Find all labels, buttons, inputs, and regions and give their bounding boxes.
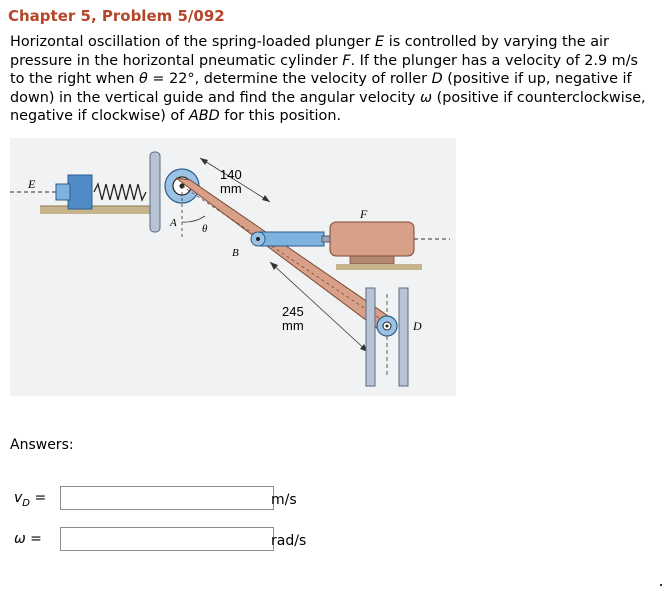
plunger-rod-left — [56, 184, 70, 200]
mechanism-figure — [10, 138, 456, 396]
guide-right — [399, 288, 408, 386]
label-e: E — [28, 177, 36, 191]
problem-text: = 22°, determine the velocity of roller — [147, 71, 432, 87]
problem-text: (positive if up, negative if down) in the vertical guide and find the angular velocity — [10, 71, 632, 106]
answer-label-symbol: v — [14, 490, 23, 506]
problem-text: is controlled by varying the air pressure in the horizontal pneumatic cylinder — [10, 34, 609, 69]
dim-245-value: 245 — [282, 304, 304, 319]
guide-left — [366, 288, 375, 386]
answer-label-omega — [14, 531, 42, 547]
var-d: D — [431, 71, 443, 87]
answer-label-suffix: = — [25, 531, 42, 547]
var-theta: θ — [139, 71, 148, 87]
label-a: A — [170, 217, 177, 229]
vd-unit: m/s — [271, 492, 297, 508]
var-f: F — [342, 52, 351, 69]
vd-answer-input[interactable] — [60, 486, 274, 510]
plunger-housing — [68, 175, 92, 209]
label-f: F — [360, 207, 368, 221]
problem-text: . If the plunger has a velocity of 2.9 m/s to the right when — [10, 52, 639, 87]
omega-answer-input[interactable] — [60, 527, 274, 551]
ground-base-f — [336, 264, 422, 270]
ground-base-e — [40, 206, 152, 214]
answer-label-subscript: D — [22, 497, 30, 509]
cylinder-f — [330, 222, 414, 256]
omega-unit: rad/s — [271, 533, 307, 549]
cylinder-rod — [260, 232, 324, 246]
dim-140-unit: mm — [220, 181, 242, 196]
problem-title: Chapter 5, Problem 5/092 — [8, 7, 225, 25]
answer-label-symbol: ω — [14, 531, 26, 547]
var-abd: ABD — [188, 108, 220, 124]
var-e: E — [375, 34, 385, 50]
answer-label-vd — [14, 490, 46, 509]
stray-dot — [660, 584, 662, 586]
dim-140-value: 140 — [220, 167, 242, 182]
dim-245-unit: mm — [282, 318, 304, 333]
var-omega: ω — [420, 89, 433, 106]
answer-label-suffix: = — [30, 490, 47, 506]
cylinder-f-base — [350, 256, 394, 264]
roller-d-pin — [386, 325, 389, 328]
pin-b-center — [256, 237, 260, 241]
problem-text: (positive if counterclockwise, negative if clockwise) of — [10, 89, 646, 124]
problem-text: for this position. — [219, 108, 342, 124]
problem-text: Horizontal oscillation of the spring-loaded plunger — [10, 34, 376, 50]
label-d: D — [413, 319, 422, 333]
label-b: B — [232, 247, 239, 259]
plate — [150, 152, 160, 232]
answers-heading: Answers: — [10, 437, 74, 453]
problem-statement — [10, 33, 655, 126]
label-theta: θ — [202, 223, 208, 235]
